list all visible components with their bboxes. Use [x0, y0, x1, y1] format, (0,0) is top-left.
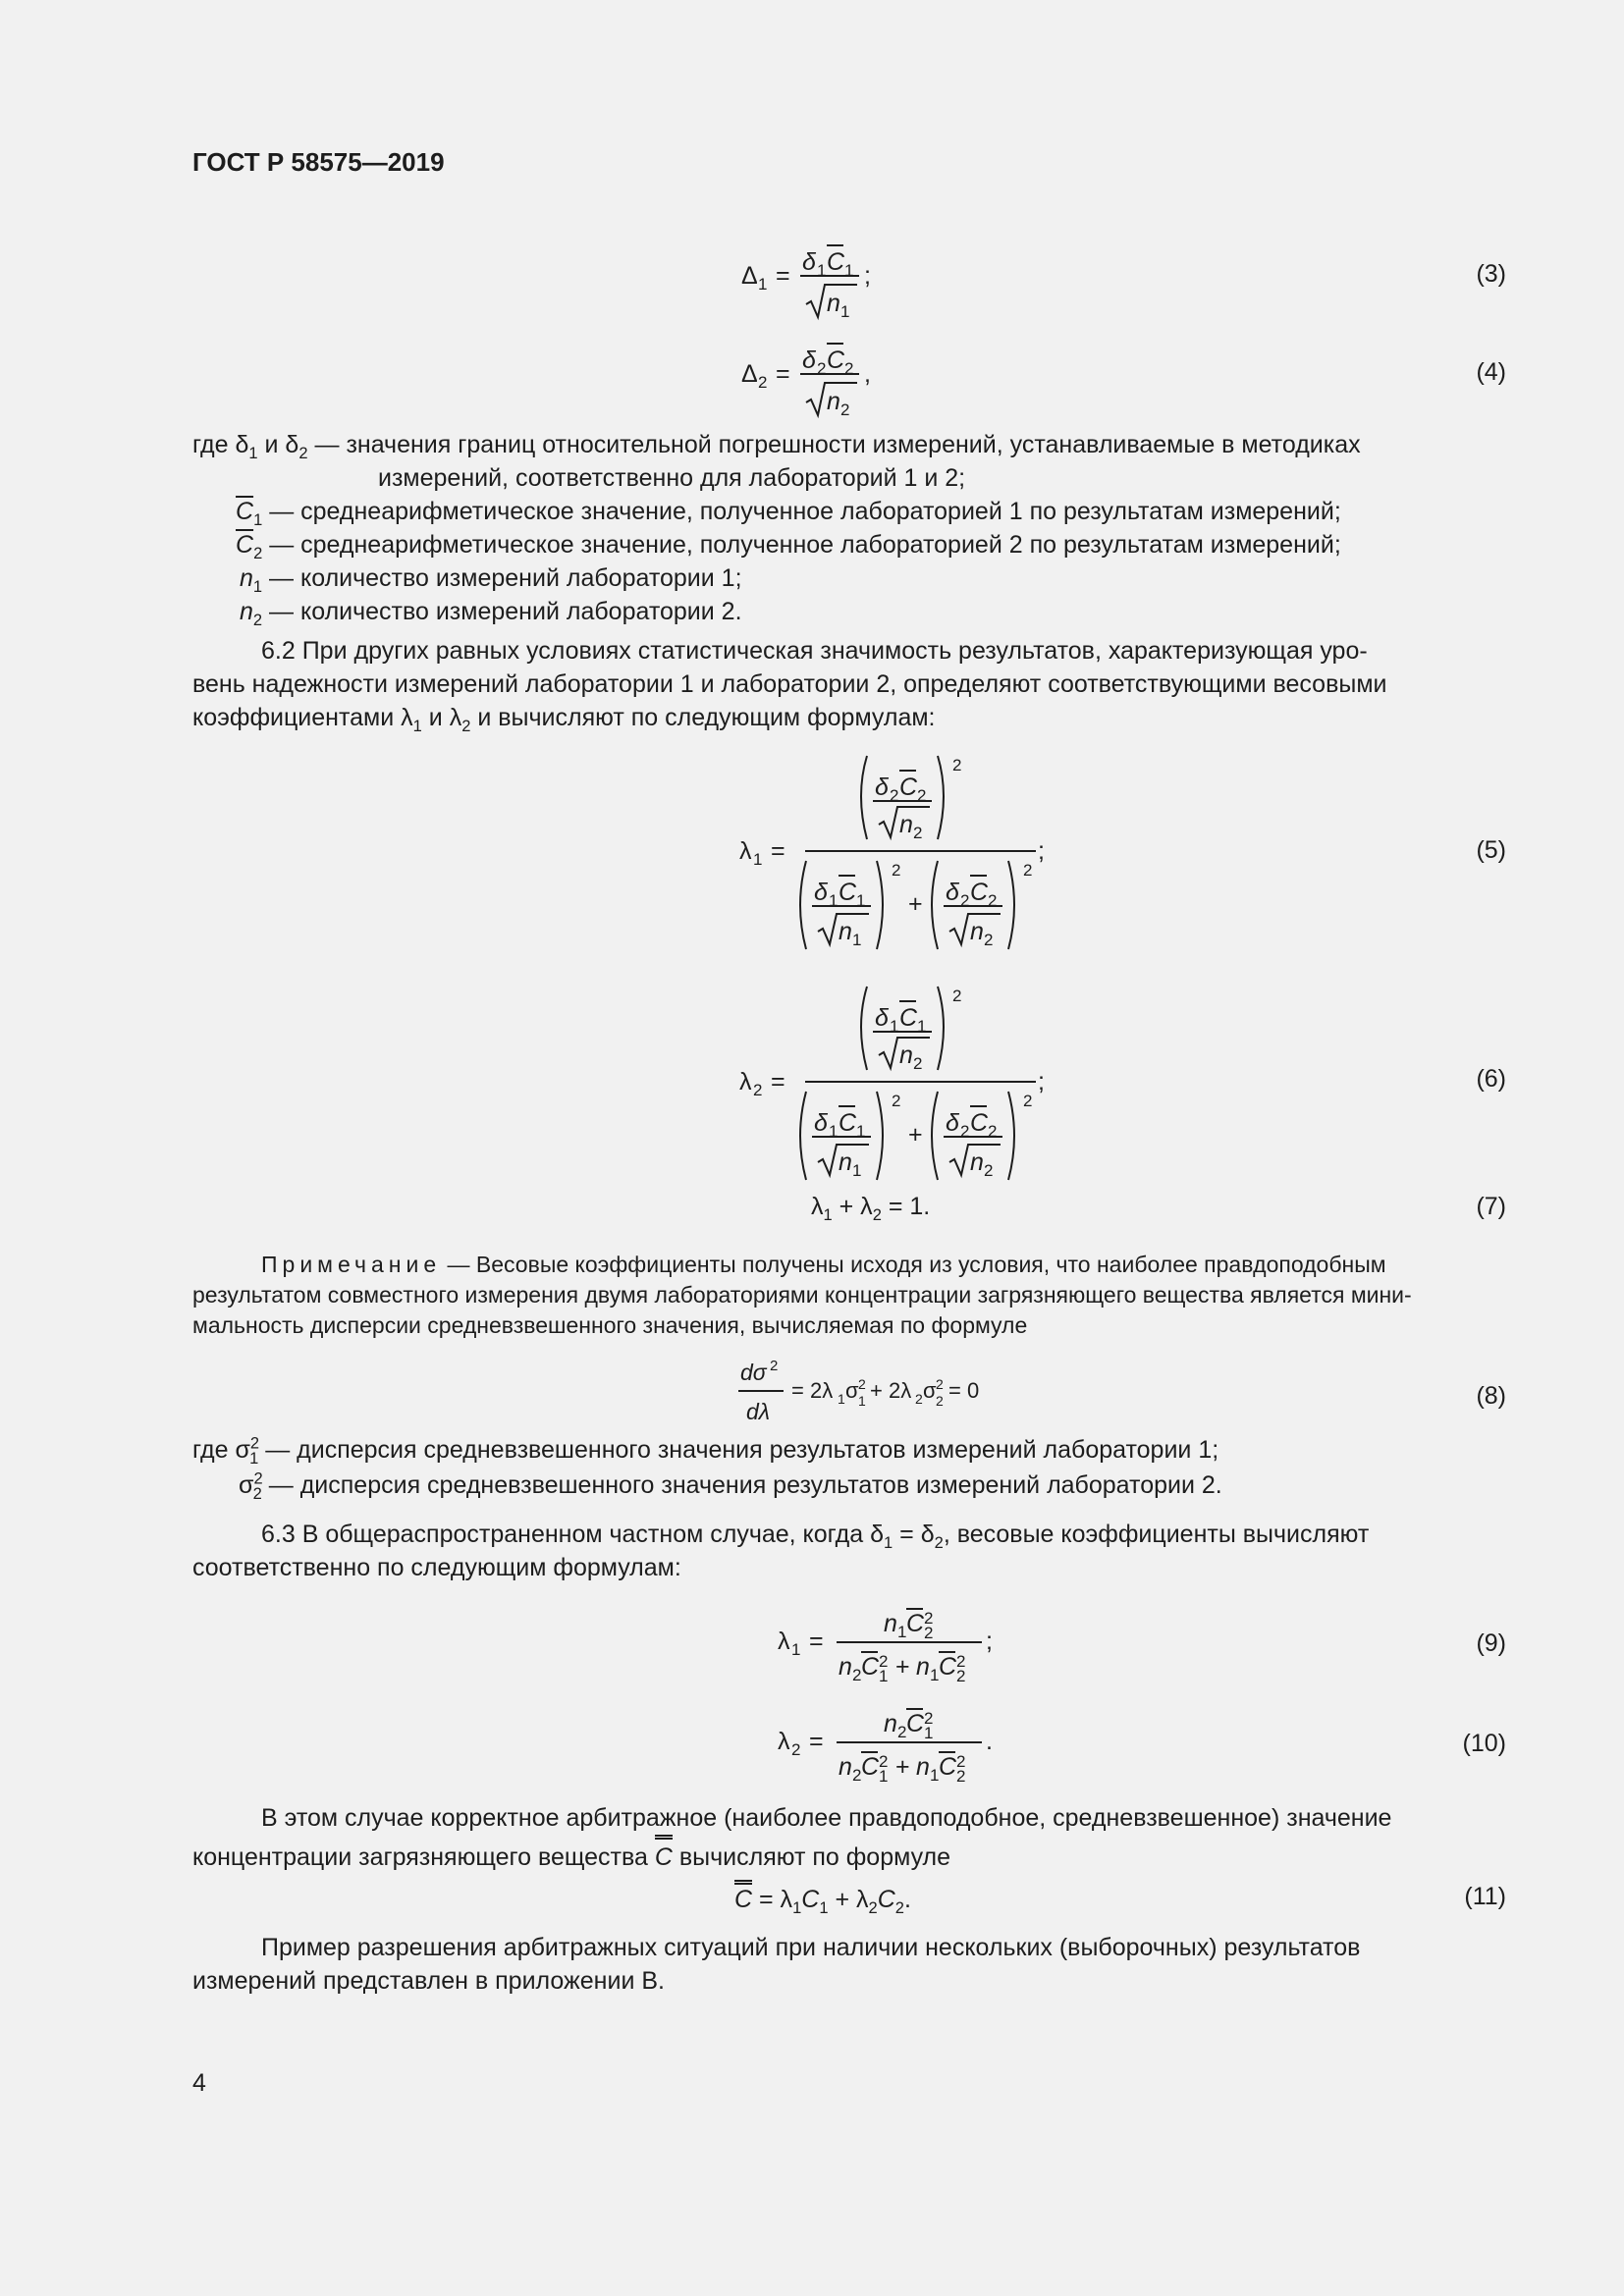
note-label: Примечание [261, 1252, 442, 1277]
svg-text:1: 1 [844, 261, 854, 280]
svg-text:n: n [839, 918, 852, 945]
equation-number-5: (5) [1476, 836, 1506, 864]
legend-n2: $n_2$ — количество измерений лаборатории 2. [240, 598, 742, 629]
svg-text:2: 2 [936, 1376, 944, 1392]
svg-text:1: 1 [879, 1667, 889, 1685]
svg-text:;: ; [986, 1628, 993, 1655]
svg-text:=: = [809, 1628, 824, 1655]
svg-text:1: 1 [829, 1122, 839, 1141]
svg-text:2: 2 [1023, 861, 1033, 880]
svg-text:2: 2 [960, 891, 970, 910]
svg-text:=: = [771, 1068, 785, 1095]
svg-text:1: 1 [890, 1017, 899, 1036]
svg-text:2: 2 [852, 1666, 862, 1684]
svg-text:C: C [899, 774, 918, 801]
svg-text:δ: δ [814, 1109, 828, 1137]
svg-text:2: 2 [858, 1376, 866, 1392]
svg-text:2: 2 [956, 1667, 966, 1685]
svg-text:2: 2 [960, 1122, 970, 1141]
svg-text:1: 1 [829, 891, 839, 910]
svg-text:C: C [939, 1753, 957, 1781]
svg-text:2: 2 [840, 400, 850, 419]
paragraph-6-3-line2: соответственно по следующим формулам: [192, 1554, 681, 1581]
svg-text:+: + [908, 1121, 923, 1148]
paragraph-6-3: 6.3 В общераспространенном частном случае, когда $\delta_1 = \delta_2$, весовые коэффициенты вычисляют соответственно по следующим формулам: [192, 1518, 1506, 1584]
note-line1: — Весовые коэффициенты получены исходя из условия, что наиболее правдоподобным [447, 1252, 1386, 1277]
svg-text:C: C [861, 1753, 880, 1781]
svg-text:δ: δ [946, 879, 959, 906]
svg-text:n: n [970, 1148, 984, 1176]
formula-6-lhs: λ [739, 1068, 752, 1095]
paragraph-arbitration-line1: В этом случае корректное арбитражное (наиболее правдоподобное, средневзвешенное) значение [261, 1804, 1392, 1832]
svg-text:n: n [916, 1653, 930, 1681]
formula-3-lhs: Δ [741, 262, 758, 290]
svg-text:2: 2 [753, 1081, 763, 1099]
svg-text:C: C [939, 1653, 957, 1681]
svg-text:2: 2 [892, 861, 901, 880]
svg-text:C: C [906, 1610, 925, 1637]
svg-text:2: 2 [936, 1393, 944, 1409]
svg-text:1: 1 [753, 850, 763, 869]
svg-text:n: n [899, 811, 913, 838]
svg-text:δ: δ [814, 879, 828, 906]
formula-5-lhs: λ [739, 837, 752, 865]
svg-text:.: . [986, 1728, 993, 1755]
svg-text:δ: δ [946, 1109, 959, 1137]
equation-number-9: (9) [1476, 1629, 1506, 1657]
svg-text:2: 2 [988, 891, 998, 910]
svg-text:2: 2 [758, 373, 768, 392]
svg-text:C: C [899, 1004, 918, 1032]
svg-text:1: 1 [930, 1766, 940, 1785]
formula-4-lhs: Δ [741, 360, 758, 388]
svg-text:2: 2 [897, 1723, 907, 1741]
svg-text:2: 2 [890, 786, 899, 805]
equation-number-7: (7) [1476, 1193, 1506, 1220]
document-header: ГОСТ Р 58575—2019 [192, 147, 445, 177]
svg-text:λ: λ [778, 1628, 790, 1655]
svg-text:C: C [839, 1109, 857, 1137]
svg-text:1: 1 [879, 1767, 889, 1786]
legend-delta-cont: измерений, соответственно для лабораторий 1 и 2; [378, 464, 966, 492]
svg-text:1: 1 [924, 1724, 934, 1742]
svg-text:2: 2 [952, 756, 962, 774]
svg-text:n: n [827, 388, 840, 415]
svg-text:1: 1 [856, 1122, 866, 1141]
svg-text:= 2λ: = 2λ [791, 1378, 834, 1403]
svg-text:C: C [861, 1653, 880, 1681]
svg-text:C: C [970, 1109, 989, 1137]
svg-text:2: 2 [952, 987, 962, 1005]
legend-n1: $n_1$ — количество измерений лаборатории 1; [240, 564, 742, 596]
formula-9 [776, 1600, 1011, 1688]
svg-text:2: 2 [915, 1391, 923, 1407]
paragraph-arbitration: В этом случае корректное арбитражное (наиболее правдоподобное, средневзвешенное) значение концентрации загрязняющего вещества C вычисляют по формуле [192, 1801, 1506, 1874]
svg-text:1: 1 [791, 1640, 801, 1659]
svg-text:=: = [809, 1728, 824, 1755]
svg-text:n: n [839, 1653, 852, 1681]
paragraph-6-2 [192, 634, 1506, 734]
svg-text:;: ; [1038, 1068, 1045, 1095]
svg-text:2: 2 [852, 1766, 862, 1785]
svg-text:= 0: = 0 [948, 1378, 980, 1403]
svg-text:δ: δ [875, 774, 889, 801]
svg-text:2: 2 [956, 1752, 966, 1771]
svg-text:n: n [827, 290, 840, 317]
svg-text:2: 2 [956, 1652, 966, 1671]
svg-text:δ: δ [875, 1004, 889, 1032]
equation-number-4: (4) [1476, 358, 1506, 386]
equation-number-6: (6) [1476, 1065, 1506, 1093]
paragraph-example [192, 1931, 1506, 1998]
svg-text:+: + [908, 890, 923, 918]
svg-text:σ: σ [845, 1378, 859, 1403]
svg-text:δ: δ [802, 248, 816, 276]
svg-text:C: C [827, 248, 845, 276]
svg-text:;: ; [1038, 837, 1045, 865]
page-number: 4 [192, 2069, 206, 2097]
svg-text:2: 2 [956, 1767, 966, 1786]
svg-text:=: = [771, 837, 785, 865]
svg-text:n: n [884, 1710, 897, 1737]
svg-text:2: 2 [913, 1054, 923, 1073]
svg-text:2: 2 [892, 1092, 901, 1110]
svg-text:λ: λ [778, 1728, 790, 1755]
svg-text:2: 2 [984, 1161, 994, 1180]
svg-text:2: 2 [1023, 1092, 1033, 1110]
svg-text:1: 1 [858, 1393, 866, 1409]
formula-4-tail: , [864, 360, 871, 388]
legend-delta: где $\delta_1$ и $\delta_2$ — значения границ относительной погрешности измерений, устанавливаемые в методиках [192, 431, 1361, 462]
paragraph-6-2-line2: вень надежности измерений лаборатории 1 и лаборатории 2, определяют соответствующими весовыми [192, 670, 1387, 698]
svg-text:2: 2 [917, 786, 927, 805]
paragraph-6-2-line3: коэффициентами $\lambda_1$ и $\lambda_2$ и вычисляют по следующим формулам: [192, 704, 936, 735]
svg-text:+ 2λ: + 2λ [870, 1378, 912, 1403]
svg-text:n: n [839, 1148, 852, 1176]
svg-text:+: + [895, 1653, 910, 1681]
svg-text:2: 2 [770, 1358, 779, 1374]
paragraph-6-2-line1: 6.2 При других равных условиях статистическая значимость результатов, характеризующая уро- [261, 637, 1368, 665]
svg-text:1: 1 [817, 261, 827, 280]
svg-text:2: 2 [924, 1609, 934, 1628]
formula-6 [731, 977, 1065, 1188]
svg-text:1: 1 [856, 891, 866, 910]
svg-text:1: 1 [897, 1623, 907, 1641]
svg-text:C: C [839, 879, 857, 906]
paragraph-example-line1: Пример разрешения арбитражных ситуаций при наличии нескольких (выборочных) результатов [261, 1934, 1361, 1961]
svg-text:n: n [916, 1753, 930, 1781]
formula-8 [736, 1355, 1031, 1428]
svg-text:dσ: dσ [740, 1360, 767, 1385]
formula-3-tail: ; [864, 262, 871, 290]
legend-sigma1: где $\sigma^2_1$ — дисперсия средневзвешенного значения результатов измерений лаборатории 1; [192, 1434, 1219, 1468]
svg-text:σ: σ [923, 1378, 937, 1403]
equation-number-8: (8) [1476, 1382, 1506, 1410]
svg-text:+: + [895, 1753, 910, 1781]
svg-text:2: 2 [984, 931, 994, 949]
svg-text:dλ: dλ [746, 1399, 771, 1424]
legend-delta-text-a: значения границ относительной погрешности измерений, устанавливаемые в методиках [346, 431, 1361, 458]
svg-text:2: 2 [924, 1624, 934, 1642]
formula-5 [731, 746, 1065, 957]
formula-7: $\lambda_1 + \lambda_2 = 1$. [811, 1193, 931, 1224]
svg-text:2: 2 [988, 1122, 998, 1141]
svg-text:2: 2 [879, 1752, 889, 1771]
svg-text:=: = [776, 360, 790, 388]
svg-text:δ: δ [802, 347, 816, 374]
formula-4 [731, 329, 898, 422]
formula-11: $C = \lambda_1C_1 + \lambda_2C_2$. [734, 1880, 911, 1914]
svg-text:C: C [970, 879, 989, 906]
equation-number-3: (3) [1476, 260, 1506, 288]
svg-text:2: 2 [817, 359, 827, 378]
svg-text:2: 2 [913, 824, 923, 842]
equation-number-11: (11) [1464, 1883, 1506, 1910]
note-line2: результатом совместного измерения двумя лабораториями концентрации загрязняющего вещества является мини- [192, 1282, 1412, 1308]
svg-text:1: 1 [917, 1017, 927, 1036]
legend-c2: $\overline{C}_2$ — среднеарифметическое значение, полученное лабораторией 2 по результатам измерений; [236, 531, 1341, 562]
svg-text:n: n [884, 1610, 897, 1637]
paragraph-example-line2: измерений представлен в приложении В. [192, 1967, 665, 1995]
legend-sigma2: $\sigma^2_2$ — дисперсия средневзвешенного значения результатов измерений лаборатории 2. [239, 1469, 1222, 1503]
svg-text:C: C [906, 1710, 925, 1737]
svg-text:2: 2 [924, 1709, 934, 1728]
note-line3: мальность дисперсии средневзвешенного значения, вычисляемая по формуле [192, 1312, 1028, 1338]
svg-text:=: = [776, 262, 790, 290]
equation-number-10: (10) [1462, 1730, 1506, 1757]
svg-text:n: n [899, 1041, 913, 1069]
svg-text:2: 2 [879, 1652, 889, 1671]
svg-text:n: n [970, 918, 984, 945]
svg-text:1: 1 [930, 1666, 940, 1684]
legend-c1: $\overline{C}_1$ — среднеарифметическое значение, полученное лабораторией 1 по результатам измерений; [236, 498, 1341, 529]
svg-text:C: C [827, 347, 845, 374]
svg-text:1: 1 [840, 302, 850, 321]
svg-text:2: 2 [844, 359, 854, 378]
svg-text:n: n [839, 1753, 852, 1781]
formula-10 [776, 1700, 1011, 1789]
svg-text:1: 1 [838, 1391, 845, 1407]
svg-text:1: 1 [852, 1161, 862, 1180]
svg-text:2: 2 [791, 1740, 801, 1759]
svg-text:1: 1 [758, 275, 768, 294]
svg-text:1: 1 [852, 931, 862, 949]
note-block [192, 1250, 1506, 1341]
formula-3 [731, 231, 898, 324]
